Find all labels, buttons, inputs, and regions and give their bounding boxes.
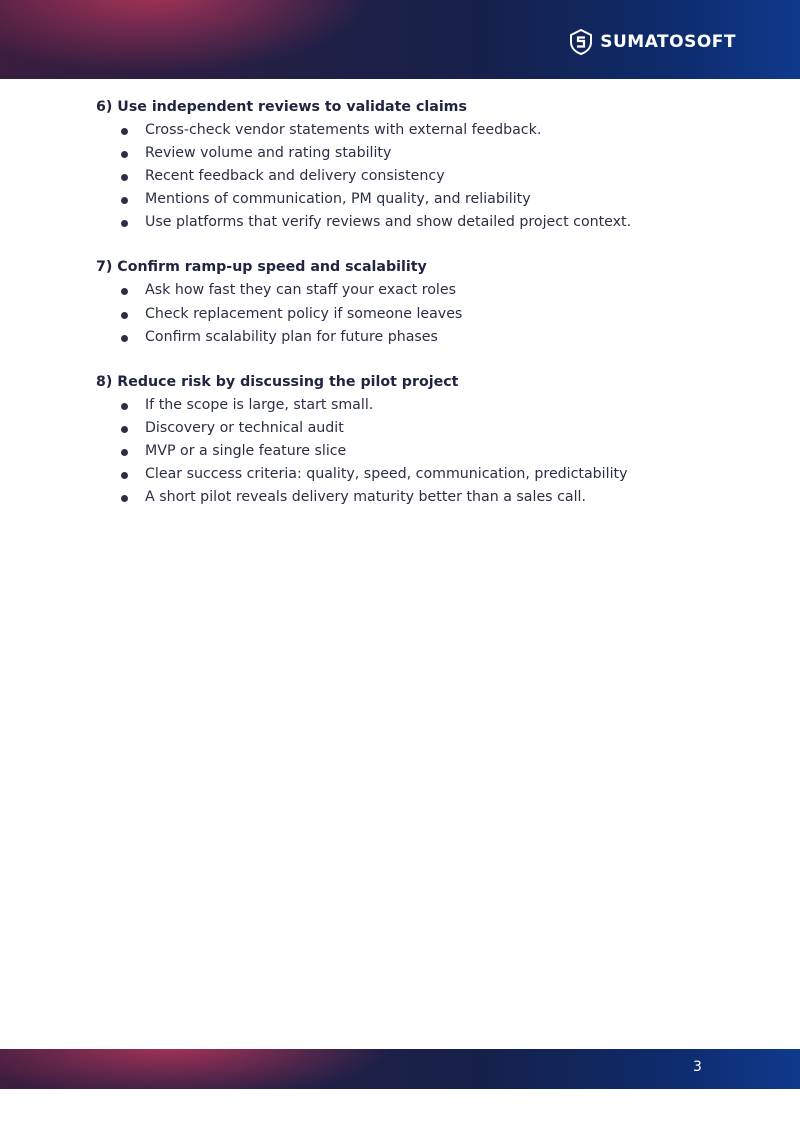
section-title: 8) Reduce risk by discussing the pilot project [96,373,459,390]
list-item-text: A short pilot reveals delivery maturity better than a sales call. [145,489,586,506]
list-item-text: If the scope is large, start small. [145,396,374,413]
bullet-icon [121,174,128,181]
bullet-icon [121,426,128,433]
list-item-text: Discovery or technical audit [145,419,344,436]
list-item [96,303,716,326]
bullet-icon [121,495,128,502]
list-item-text: Confirm scalability plan for future phases [145,328,438,345]
list-item [96,165,716,188]
list-item [96,211,716,234]
list-item [96,463,716,486]
list-item [96,486,716,509]
section-title: 6) Use independent reviews to validate claims [96,99,467,115]
bullet-icon [121,288,128,295]
bullet-icon [121,312,128,319]
list-item [96,417,716,440]
section-title: 7) Confirm ramp-up speed and scalability [96,259,427,276]
list-item [96,119,716,142]
bullet-list [96,279,716,348]
s-shield-logo-icon [570,29,592,55]
page-header-band [0,0,800,79]
document-body [96,96,716,531]
list-item-text: Clear success criteria: quality, speed, communication, predictability [145,466,628,483]
bullet-icon [121,220,128,227]
bullet-icon [121,449,128,456]
list-item [96,440,716,463]
page-number: 3 [693,1059,702,1075]
section-6 [96,96,716,234]
list-item-text: Use platforms that verify reviews and show detailed project context. [145,214,632,231]
section-8 [96,371,716,509]
list-item-text: Review volume and rating stability [145,145,392,162]
brand-name: SUMATOSOFT [600,32,736,52]
list-item [96,142,716,165]
bullet-icon [121,151,128,158]
list-item-text: Mentions of communication, PM quality, and reliability [145,191,531,208]
list-item-text: MVP or a single feature slice [145,442,347,459]
list-item-text: Check replacement policy if someone leaves [145,305,463,322]
list-item-text: Ask how fast they can staff your exact roles [145,282,456,299]
list-item [96,326,716,349]
bullet-list [96,119,716,234]
brand-logo [570,28,736,56]
list-item [96,279,716,302]
page-footer-band [0,1049,800,1089]
section-7 [96,256,716,348]
list-item-text: Cross-check vendor statements with external feedback. [145,122,542,138]
bullet-icon [121,197,128,204]
list-item [96,394,716,417]
bullet-icon [121,403,128,410]
bullet-list [96,394,716,509]
bullet-icon [121,128,128,135]
list-item [96,188,716,211]
bullet-icon [121,335,128,342]
bullet-icon [121,472,128,479]
list-item-text: Recent feedback and delivery consistency [145,168,445,185]
